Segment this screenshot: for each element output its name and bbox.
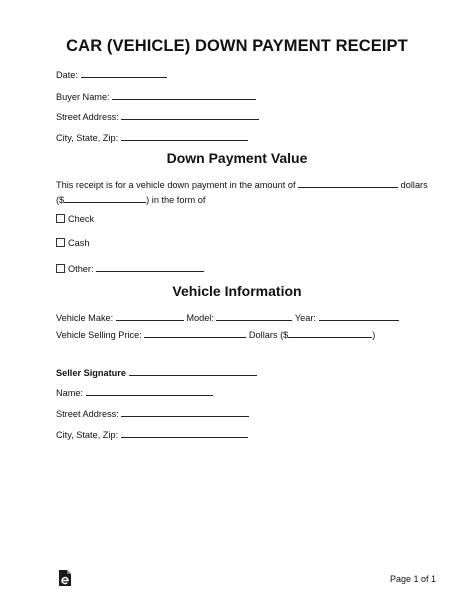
seller-signature-row (56, 366, 257, 378)
price-words-field[interactable] (144, 328, 246, 338)
option-cash-row[interactable] (56, 238, 89, 248)
amount-numeric-field[interactable] (64, 193, 146, 203)
cash-label: Cash (68, 238, 90, 248)
price-close-paren: ) (372, 330, 376, 340)
option-other-row[interactable] (56, 262, 204, 274)
down-payment-heading: Down Payment Value (166, 150, 308, 166)
page-number: Page 1 of 1 (389, 574, 436, 584)
receipt-amount-text: This receipt is for a vehicle down payment in the amount of (56, 180, 296, 190)
form-of-text: ) in the form of (146, 195, 206, 205)
dollars-open-label: Dollars ($ (248, 330, 289, 340)
date-row (56, 68, 167, 80)
dollar-open-paren: ($ (56, 195, 65, 205)
vehicle-info-heading: Vehicle Information (172, 283, 302, 299)
date-label: Date: (56, 70, 78, 80)
other-checkbox[interactable] (56, 264, 65, 273)
seller-city-row (56, 428, 248, 440)
other-label: Other: (68, 264, 94, 274)
selling-price-label: Vehicle Selling Price: (56, 330, 142, 340)
buyer-name-field[interactable] (112, 90, 256, 100)
buyer-street-label: Street Address: (56, 112, 119, 122)
seller-name-row (56, 386, 213, 398)
check-checkbox[interactable] (56, 214, 65, 223)
buyer-name-row (56, 90, 256, 102)
check-label: Check (68, 214, 95, 224)
document-title: CAR (VEHICLE) DOWN PAYMENT RECEIPT (66, 37, 408, 55)
buyer-city-label: City, State, Zip: (56, 133, 119, 143)
amount-numeric-row (56, 193, 205, 205)
model-field[interactable] (216, 311, 292, 321)
other-field[interactable] (96, 262, 204, 272)
selling-price-row (56, 328, 375, 340)
amount-words-field[interactable] (298, 178, 398, 188)
seller-signature-label: Seller Signature (56, 368, 126, 378)
make-field[interactable] (116, 311, 184, 321)
receipt-amount-row (56, 178, 428, 190)
option-check-row[interactable] (56, 214, 94, 224)
seller-city-label: City, State, Zip: (56, 430, 119, 440)
seller-city-field[interactable] (121, 428, 248, 438)
buyer-city-row (56, 131, 248, 143)
price-numeric-field[interactable] (288, 328, 372, 338)
seller-name-field[interactable] (86, 386, 213, 396)
seller-signature-field[interactable] (129, 366, 257, 376)
model-label: Model: (186, 313, 214, 323)
buyer-city-field[interactable] (121, 131, 248, 141)
dollars-word: dollars (400, 180, 428, 190)
vehicle-make-row (56, 311, 399, 323)
year-field[interactable] (319, 311, 399, 321)
buyer-street-field[interactable] (121, 110, 259, 120)
seller-street-label: Street Address: (56, 409, 119, 419)
make-label: Vehicle Make: (56, 313, 114, 323)
cash-checkbox[interactable] (56, 238, 65, 247)
date-field[interactable] (81, 68, 167, 78)
buyer-name-label: Buyer Name: (56, 92, 110, 102)
seller-street-field[interactable] (121, 407, 249, 417)
seller-street-row (56, 407, 249, 419)
eforms-logo-icon (58, 570, 72, 586)
seller-name-label: Name: (56, 388, 84, 398)
year-label: Year: (294, 313, 316, 323)
buyer-street-row (56, 110, 259, 122)
